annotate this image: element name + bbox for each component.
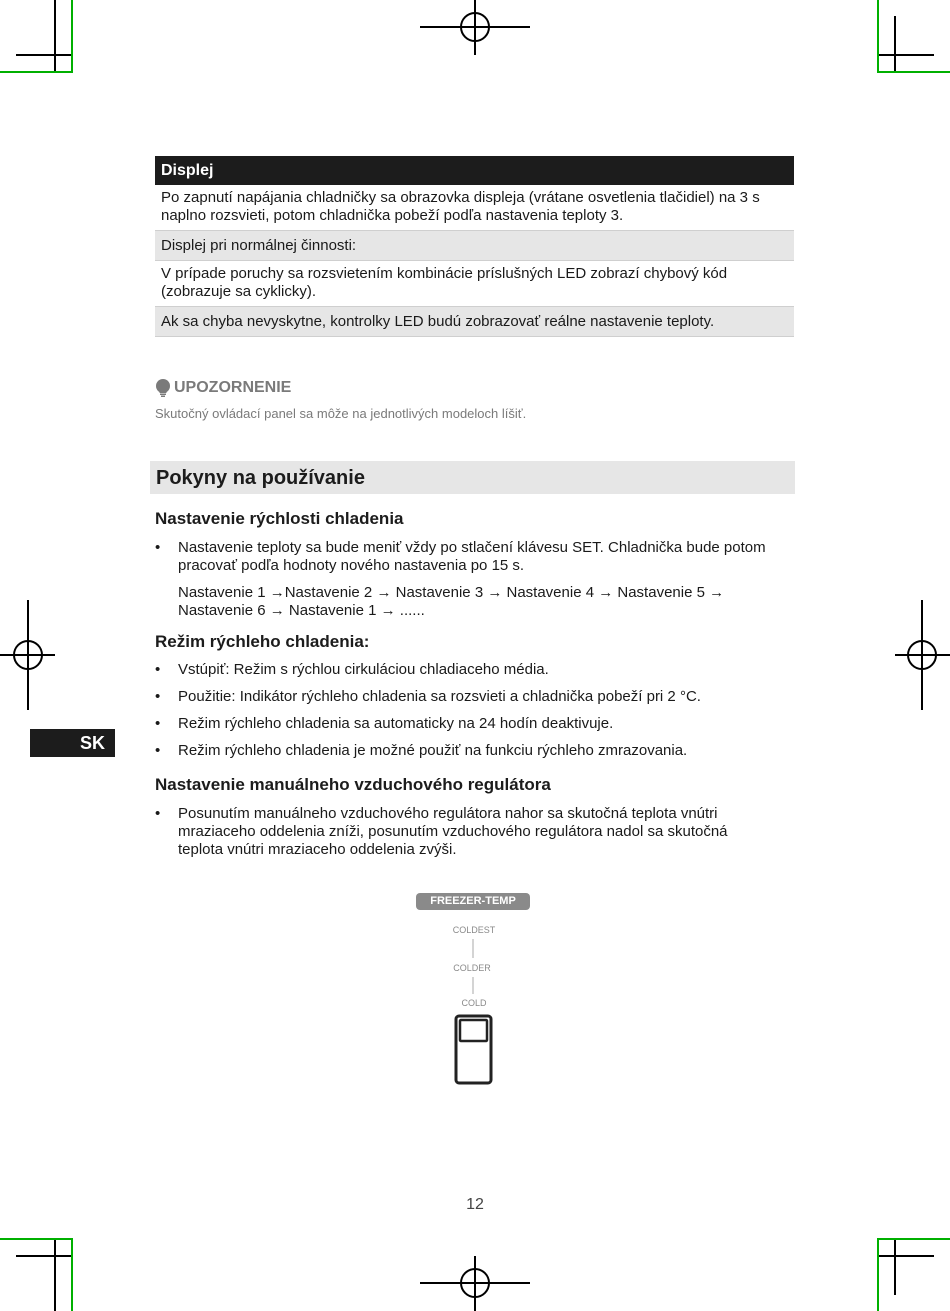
- settings-sequence: Nastavenie 1 →Nastavenie 2 → Nastavenie 3 → Nastavenie 4 → Nastavenie 5 → Nastavenie 6 → Nastavenie 1 → ......: [178, 584, 725, 619]
- section-title: Pokyny na používanie: [150, 461, 795, 494]
- scale-label-cold: COLD: [461, 998, 487, 1008]
- caution-title: [155, 379, 291, 397]
- cooling-speed-heading: Nastavenie rýchlosti chladenia: [155, 509, 404, 528]
- display-table-header: Displej: [155, 156, 794, 185]
- list-item-text: Použitie: Indikátor rýchleho chladenia sa rozsvieti a chladnička pobeží pri 2 °C.: [178, 688, 701, 705]
- air-regulator-heading: Nastavenie manuálneho vzduchového regulátora: [155, 775, 551, 794]
- display-table: [155, 156, 794, 337]
- list-item: [155, 688, 795, 706]
- page-number: 12: [466, 1196, 484, 1213]
- list-item-text: Režim rýchleho chladenia sa automaticky na 24 hodín deaktivuje.: [178, 715, 614, 732]
- list-item: [155, 805, 765, 859]
- caution-text: Skutočný ovládací panel sa môže na jednotlivých modeloch líšiť.: [155, 406, 527, 421]
- bullet-icon: •: [155, 661, 161, 678]
- scale-label-colder: COLDER: [453, 963, 491, 973]
- list-item-text: Nastavenie teploty sa bude meniť vždy po stlačení klávesu SET. Chladnička bude potom pracovať podľa hodnoty nového nastavenia po 15 s.: [178, 539, 766, 574]
- display-table-row: V prípade poruchy sa rozsvietením kombinácie príslušných LED zobrazí chybový kód (zobrazuje sa cyklicky).: [155, 261, 794, 307]
- list-item: [155, 742, 795, 760]
- fast-cooling-heading: Režim rýchleho chladenia:: [155, 632, 370, 651]
- air-regulator-slider-icon: [440, 930, 510, 1090]
- language-tab: SK: [30, 729, 115, 757]
- freezer-temp-label: FREEZER-TEMP: [416, 893, 530, 910]
- display-table-row: Ak sa chyba nevyskytne, kontrolky LED budú zobrazovať reálne nastavenie teploty.: [155, 307, 794, 337]
- list-item-text: Posunutím manuálneho vzduchového regulátora nahor sa skutočná teplota vnútri mraziaceho oddelenia zníži, posunutím vzduchového regulátora nadol sa skutočná teplota vnútri mraziaceho oddelenia zvýši.: [178, 805, 728, 858]
- caution-title-text: UPOZORNENIE: [174, 379, 292, 396]
- bullet-icon: •: [155, 688, 161, 705]
- display-table-row: Po zapnutí napájania chladničky sa obrazovka displeja (vrátane osvetlenia tlačidiel) na 3 s naplno rozsvieti, potom chladnička pobeží podľa nastavenia teploty 3.: [155, 185, 794, 231]
- bullet-icon: •: [155, 715, 161, 732]
- lightbulb-icon: [155, 379, 171, 397]
- list-item: [155, 715, 795, 733]
- list-item: [155, 539, 795, 575]
- list-item: [155, 661, 795, 679]
- list-item-text: Vstúpiť: Režim s rýchlou cirkuláciou chladiaceho média.: [178, 661, 549, 678]
- bullet-icon: •: [155, 742, 161, 759]
- list-item-text: Režim rýchleho chladenia je možné použiť na funkciu rýchleho zmrazovania.: [178, 742, 688, 759]
- bullet-icon: •: [155, 805, 161, 822]
- scale-label-coldest: COLDEST: [452, 925, 496, 935]
- bullet-icon: •: [155, 539, 161, 556]
- display-table-row: Displej pri normálnej činnosti:: [155, 231, 794, 261]
